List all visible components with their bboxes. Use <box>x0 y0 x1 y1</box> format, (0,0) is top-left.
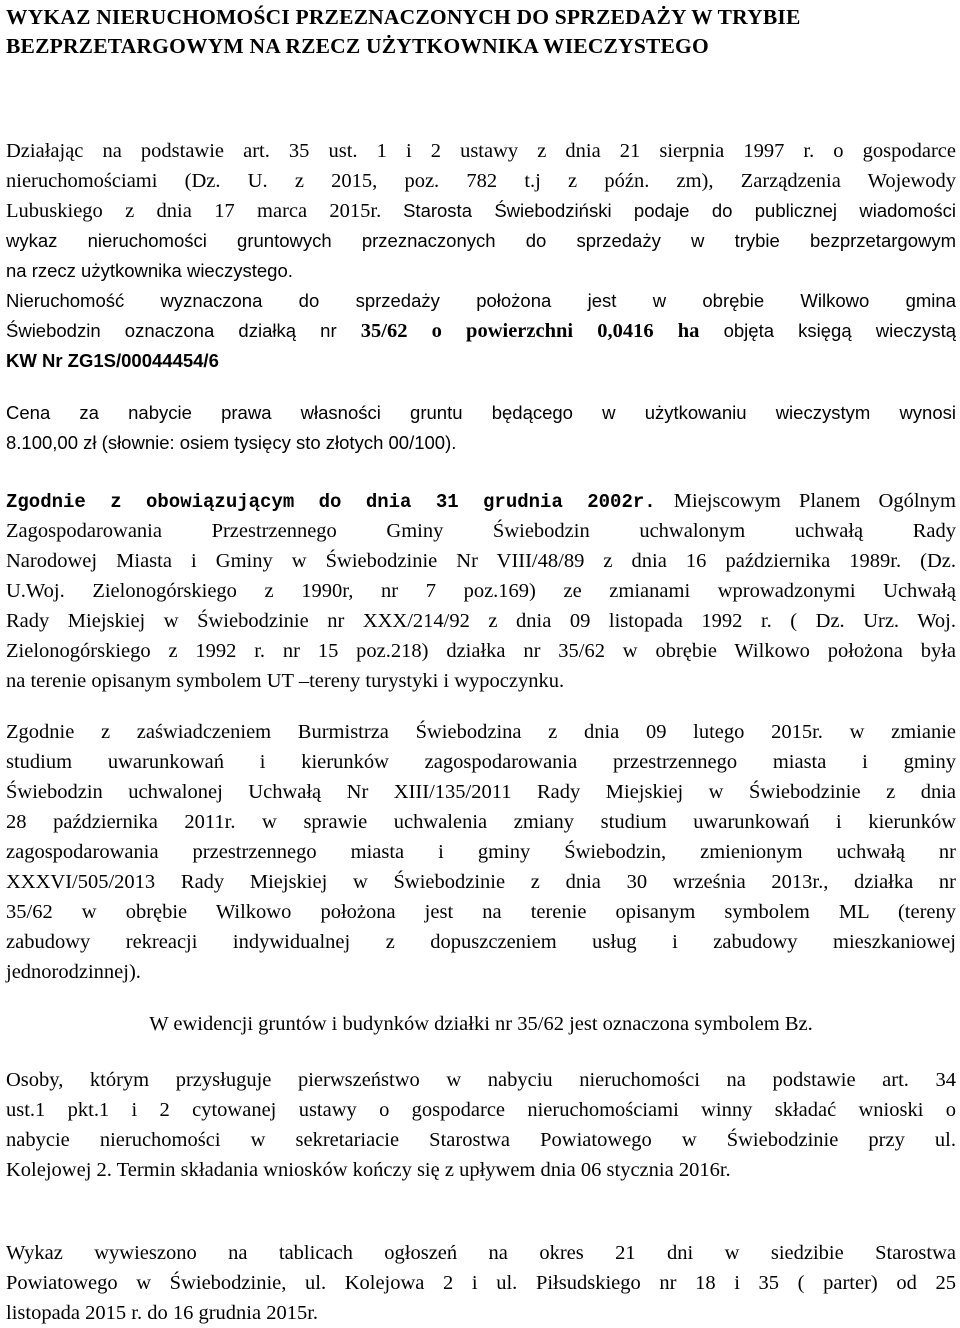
posting-line: Powiatowego w Świebodzinie, ul. Kolejowa 2 i ul. Piłsudskiego nr 18 i 35 ( parter) od 25 <box>6 1272 956 1294</box>
intro-line: na rzecz użytkownika wieczystego. <box>6 260 293 281</box>
certificate-line: XXXVI/505/2013 Rady Miejskiej w Świebodzinie z dnia 30 września 2013r., działka nr <box>6 871 956 893</box>
intro-paragraph <box>6 136 956 196</box>
certificate-line: studium uwarunkowań i kierunków zagospodarowania przestrzennego miasta i gminy <box>6 751 956 773</box>
document-title <box>6 3 956 61</box>
registry-line: W ewidencji gruntów i budynków działki nr 35/62 jest oznaczona symbolem Bz. <box>149 1013 813 1035</box>
price-line: 8.100,00 zł (słownie: osiem tysięcy sto złotych 00/100). <box>6 432 457 453</box>
certificate-line: Zgodnie z zaświadczeniem Burmistrza Świebodzina z dnia 09 lutego 2015r. w zmianie <box>6 721 956 743</box>
plan-line: na terenie opisanym symbolem UT –tereny turystyki i wypoczynku. <box>6 670 565 692</box>
property-line: Świebodzin oznaczona działką nr 35/62 o powierzchni 0,0416 ha objęta księgą wieczystą <box>6 320 956 342</box>
plan-paragraph <box>6 486 956 696</box>
plan-line: Zgodnie z obowiązującym do dnia 31 grudnia 2002r. Miejscowym Planem Ogólnym <box>6 490 956 513</box>
certificate-line: jednorodzinnej). <box>6 961 141 983</box>
land-register-number: KW Nr ZG1S/00044454/6 <box>6 350 219 371</box>
certificate-paragraph <box>6 717 956 987</box>
certificate-line: zabudowy rekreacji indywidualnej z dopuszczeniem usług i zabudowy mieszkaniowej <box>6 931 956 953</box>
intro-line: Działając na podstawie art. 35 ust. 1 i 2 ustawy z dnia 21 sierpnia 1997 r. o gospodarce <box>6 140 956 162</box>
priority-line: Osoby, którym przysługuje pierwszeństwo w nabyciu nieruchomości na podstawie art. 34 <box>6 1069 956 1091</box>
certificate-line: Świebodzin uchwalonej Uchwałą Nr XIII/135/2011 Rady Miejskiej w Świebodzinie z dnia <box>6 781 956 803</box>
certificate-line: zagospodarowania przestrzennego miasta i gminy Świebodzin, zmienionym uchwałą nr <box>6 841 956 863</box>
plan-line: Narodowej Miasta i Gminy w Świebodzinie Nr VIII/48/89 z dnia 16 października 1989r. (Dz. <box>6 550 956 572</box>
priority-line: ust.1 pkt.1 i 2 cytowanej ustawy o gospodarce nieruchomościami winny składać wnioski o <box>6 1099 956 1121</box>
posting-paragraph <box>6 1238 956 1328</box>
plan-line: Rady Miejskiej w Świebodzinie nr XXX/214/92 z dnia 09 listopada 1992 r. ( Dz. Urz. Woj. <box>6 610 956 632</box>
plan-line: Zielonogórskiego z 1992 r. nr 15 poz.218) działka nr 35/62 w obrębie Wilkowo położona była <box>6 640 956 662</box>
intro-line: wykaz nieruchomości gruntowych przeznaczonych do sprzedaży w trybie bezprzetargowym <box>6 230 956 251</box>
priority-line: Kolejowej 2. Termin składania wniosków kończy się z upływem dnia 06 stycznia 2016r. <box>6 1159 731 1181</box>
intro-paragraph-continued <box>6 196 956 376</box>
certificate-line: 35/62 w obrębie Wilkowo położona jest na terenie opisanym symbolem ML (tereny <box>6 901 956 923</box>
intro-line: nieruchomościami (Dz. U. z 2015, poz. 782 t.j z późn. zm), Zarządzenia Wojewody <box>6 170 956 192</box>
priority-line: nabycie nieruchomości w sekretariacie Starostwa Powiatowego w Świebodzinie przy ul. <box>6 1129 956 1151</box>
certificate-line: 28 października 2011r. w sprawie uchwalenia zmiany studium uwarunkowań i kierunków <box>6 811 956 833</box>
price-paragraph <box>6 398 956 458</box>
parcel-number: 35/62 o powierzchni 0,0416 ha <box>360 320 700 342</box>
intro-line: Lubuskiego z dnia 17 marca 2015r. Starosta Świebodziński podaje do publicznej wiadomości <box>6 200 956 222</box>
posting-line: Wykaz wywieszono na tablicach ogłoszeń na okres 21 dni w siedzibie Starostwa <box>6 1242 956 1264</box>
posting-line: listopada 2015 r. do 16 grudnia 2015r. <box>6 1302 319 1324</box>
plan-line: U.Woj. Zielonogórskiego z 1990r, nr 7 poz.169) ze zmianami wprowadzonymi Uchwałą <box>6 580 956 602</box>
property-line: Nieruchomość wyznaczona do sprzedaży położona jest w obrębie Wilkowo gmina <box>6 290 956 311</box>
plan-line: Zagospodarowania Przestrzennego Gminy Świebodzin uchwalonym uchwałą Rady <box>6 520 956 542</box>
price-line: Cena za nabycie prawa własności gruntu będącego w użytkowaniu wieczystym wynosi <box>6 402 956 423</box>
priority-paragraph <box>6 1065 956 1185</box>
registry-paragraph <box>6 1009 956 1039</box>
title-line-2: BEZPRZETARGOWYM NA RZECZ UŻYTKOWNIKA WIECZYSTEGO <box>6 34 709 58</box>
title-line-1: WYKAZ NIERUCHOMOŚCI PRZEZNACZONYCH DO SPRZEDAŻY W TRYBIE <box>6 5 801 29</box>
